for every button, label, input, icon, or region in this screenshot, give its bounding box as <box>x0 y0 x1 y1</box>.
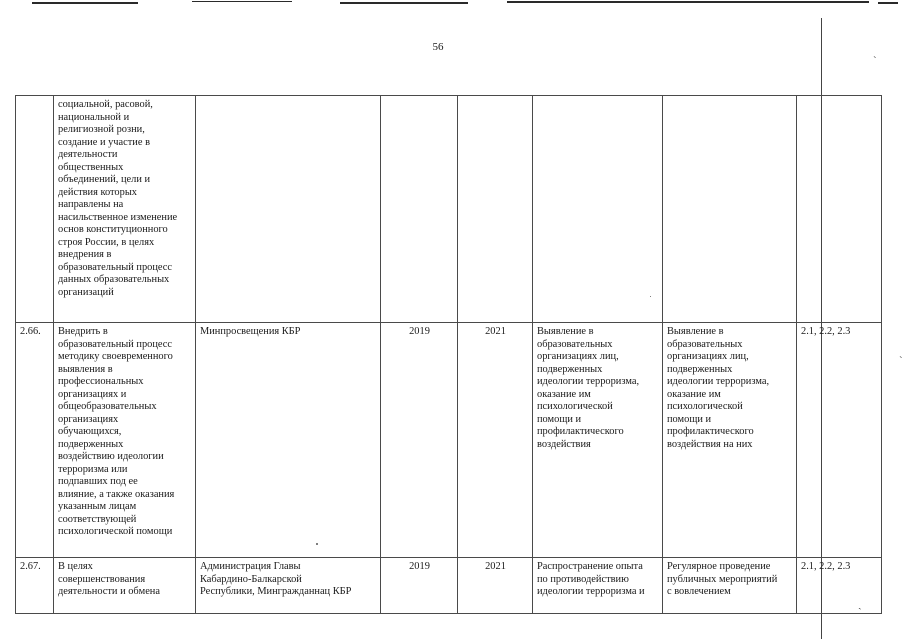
cell-measure: В целях совершенствования деятельности и обмена <box>54 558 196 614</box>
table-row <box>16 323 882 558</box>
scan-mark: ˋ <box>873 55 877 67</box>
scan-mark: ˎ <box>858 598 862 610</box>
cell-measure: Внедрить в образовательный процесс методику своевременного выявления в профессиональных организациях и общеобразовательных организациях обучающихся, подверженных воздействию идеологии терроризма или подпавших под ее влияние, а также оказания указанным лицам соответствующей психологической помощи <box>54 323 196 558</box>
scan-edge-line <box>192 1 292 2</box>
cell-executor: Минпросвещения КБР <box>196 323 381 558</box>
cell-end-year <box>458 96 533 323</box>
page-number: 56 <box>432 41 444 53</box>
cell-end-year: 2021 <box>458 558 533 614</box>
scan-mark: ˋ <box>899 355 903 367</box>
scan-edge-line <box>340 2 468 4</box>
cell-number: 2.66. <box>16 323 54 558</box>
cell-tasks: 2.1, 2.2, 2.3 <box>797 558 882 614</box>
cell-result: Выявление в образовательных организациях лиц, подверженных идеологии терроризма, оказание им психологической помощи и профилактического воздействия <box>533 323 663 558</box>
cell-number: 2.67. <box>16 558 54 614</box>
table-row <box>16 96 882 323</box>
cell-executor <box>196 96 381 323</box>
cell-start-year: 2019 <box>381 323 458 558</box>
table-row <box>16 558 882 614</box>
cell-end-year: 2021 <box>458 323 533 558</box>
cell-start-year <box>381 96 458 323</box>
cell-result: Распространение опыта по противодействию идеологии терроризма и <box>533 558 663 614</box>
cell-result <box>533 96 663 323</box>
cell-executor: Администрация Главы Кабардино-Балкарской Республики, Мингражданнац КБР <box>196 558 381 614</box>
measures-table <box>15 95 882 614</box>
cell-indicator <box>663 96 797 323</box>
cell-number <box>16 96 54 323</box>
scan-edge-line <box>878 2 898 4</box>
cell-tasks <box>797 96 882 323</box>
scan-edge-line <box>507 1 869 3</box>
cell-indicator: Регулярное проведение публичных мероприятий с вовлечением <box>663 558 797 614</box>
scan-edge-line <box>32 2 138 4</box>
cell-start-year: 2019 <box>381 558 458 614</box>
cell-tasks: 2.1, 2.2, 2.3 <box>797 323 882 558</box>
cell-indicator: Выявление в образовательных организациях лиц, подверженных идеологии терроризма, оказание им психологической помощи и профилактического воздействия на них <box>663 323 797 558</box>
cell-measure: социальной, расовой, национальной и религиозной розни, создание и участие в деятельности общественных объединений, цели и действия которых направлены на насильственное изменение основ конституционного строя России, в целях внедрения в образовательный процесс данных образовательных организаций <box>54 96 196 323</box>
